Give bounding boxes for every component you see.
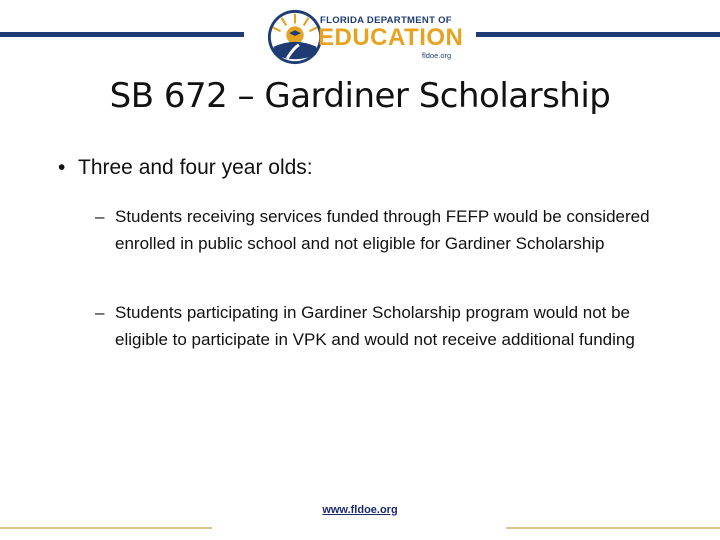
logo-line1: FLORIDA DEPARTMENT OF	[320, 15, 452, 26]
bullet-text: Three and four year olds:	[78, 156, 313, 179]
dash-glyph: –	[95, 207, 105, 226]
sub-item	[95, 299, 655, 353]
sub-item-text: Students participating in Gardiner Scholarship program would not be eligible to participate in VPK and would not receive additional funding	[115, 303, 635, 349]
dash-glyph: –	[95, 303, 105, 322]
fldoe-logo[interactable]	[262, 6, 464, 68]
bullet-item	[58, 156, 313, 180]
footer-rule-left	[0, 527, 212, 529]
header-rule-right	[476, 32, 720, 37]
bullet-glyph: •	[58, 156, 66, 179]
header-rule-left	[0, 32, 244, 37]
logo-line2: EDUCATION	[318, 24, 464, 51]
slide-title: SB 672 – Gardiner Scholarship	[109, 76, 611, 116]
footer-link[interactable]: www.fldoe.org	[322, 504, 398, 516]
sub-item	[95, 203, 655, 257]
logo-url: fldoe.org	[422, 51, 452, 60]
footer-rule-right	[506, 527, 720, 529]
sun-emblem-icon	[266, 8, 324, 66]
sub-item-text: Students receiving services funded through FEFP would be considered enrolled in public school and not eligible for Gardiner Scholarship	[115, 207, 650, 253]
